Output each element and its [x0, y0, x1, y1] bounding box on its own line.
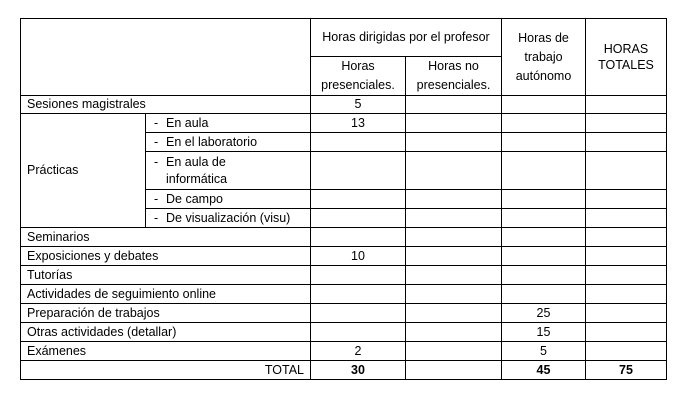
sub-row-label [146, 114, 311, 133]
cell-autonomo [502, 285, 586, 304]
cell-no-presenciales [406, 342, 502, 361]
row-label: Sesiones magistrales [21, 96, 311, 114]
row-label: Exposiciones y debates [21, 247, 311, 266]
cell-presenciales [311, 209, 406, 228]
sub-row-label [146, 152, 311, 190]
cell-presenciales [311, 285, 406, 304]
sub-row-label [146, 190, 311, 209]
cell-presenciales: 10 [311, 247, 406, 266]
total-totales: 75 [586, 361, 667, 380]
row-label: Actividades de seguimiento online [21, 285, 311, 304]
total-autonomo: 45 [502, 361, 586, 380]
cell-no-presenciales [406, 285, 502, 304]
cell-presenciales [311, 323, 406, 342]
header-horas-no-presenciales: Horas no presenciales. [406, 57, 502, 96]
table-row [21, 247, 667, 266]
cell-totales [586, 285, 667, 304]
cell-no-presenciales [406, 228, 502, 247]
cell-no-presenciales [406, 266, 502, 285]
sub-label-text: En el laboratorio [166, 134, 258, 149]
sub-label-text: De campo [166, 191, 223, 206]
cell-autonomo [502, 209, 586, 228]
table-row [21, 266, 667, 285]
cell-totales [586, 342, 667, 361]
cell-no-presenciales [406, 323, 502, 342]
cell-presenciales: 5 [311, 96, 406, 114]
row-label: Tutorías [21, 266, 311, 285]
sub-row-label [146, 133, 311, 152]
cell-autonomo: 15 [502, 323, 586, 342]
header-horas-totales: HORAS TOTALES [586, 19, 667, 96]
cell-autonomo [502, 190, 586, 209]
table-row [21, 304, 667, 323]
sub-row-label [146, 209, 311, 228]
hours-table-container [20, 18, 667, 380]
cell-totales [586, 133, 667, 152]
row-label: Otras actividades (detallar) [21, 323, 311, 342]
header-horas-dirigidas: Horas dirigidas por el profesor [311, 19, 502, 57]
cell-totales [586, 323, 667, 342]
cell-autonomo [502, 152, 586, 190]
dash-bullet: - [154, 134, 159, 149]
cell-autonomo [502, 266, 586, 285]
cell-presenciales [311, 190, 406, 209]
table-row [21, 285, 667, 304]
dash-bullet: - [154, 154, 159, 169]
sub-label-text: En aula de informática [166, 154, 228, 186]
cell-autonomo [502, 96, 586, 114]
total-no-presenciales [406, 361, 502, 380]
cell-autonomo [502, 247, 586, 266]
cell-no-presenciales [406, 304, 502, 323]
total-label: TOTAL [21, 361, 311, 380]
cell-totales [586, 152, 667, 190]
header-horas-presenciales: Horas presenciales. [311, 57, 406, 96]
total-presenciales: 30 [311, 361, 406, 380]
table-row [21, 323, 667, 342]
cell-presenciales [311, 266, 406, 285]
cell-presenciales: 13 [311, 114, 406, 133]
cell-autonomo: 25 [502, 304, 586, 323]
cell-no-presenciales [406, 209, 502, 228]
cell-no-presenciales [406, 114, 502, 133]
header-empty-cell [21, 19, 311, 96]
table-row [21, 228, 667, 247]
row-label: Exámenes [21, 342, 311, 361]
row-label-practicas: Prácticas [21, 114, 146, 228]
cell-no-presenciales [406, 133, 502, 152]
cell-autonomo [502, 228, 586, 247]
cell-autonomo [502, 133, 586, 152]
dash-bullet: - [154, 115, 159, 130]
cell-totales [586, 247, 667, 266]
total-row [21, 361, 667, 380]
sub-label-text: En aula [166, 115, 209, 130]
cell-presenciales [311, 304, 406, 323]
cell-presenciales: 2 [311, 342, 406, 361]
table-row [21, 96, 667, 114]
cell-totales [586, 190, 667, 209]
cell-presenciales [311, 133, 406, 152]
header-row-1 [21, 19, 667, 57]
header-trabajo-autonomo: Horas de trabajo autónomo [502, 19, 586, 96]
cell-no-presenciales [406, 152, 502, 190]
cell-totales [586, 114, 667, 133]
hours-table [20, 18, 667, 380]
cell-totales [586, 228, 667, 247]
table-row [21, 342, 667, 361]
cell-presenciales [311, 152, 406, 190]
cell-no-presenciales [406, 190, 502, 209]
row-label: Seminarios [21, 228, 311, 247]
dash-bullet: - [154, 191, 159, 206]
table-row [21, 114, 667, 133]
cell-presenciales [311, 228, 406, 247]
cell-autonomo: 5 [502, 342, 586, 361]
sub-label-text: De visualización (visu) [166, 210, 291, 225]
cell-autonomo [502, 114, 586, 133]
dash-bullet: - [154, 210, 159, 225]
cell-totales [586, 96, 667, 114]
cell-totales [586, 266, 667, 285]
cell-no-presenciales [406, 247, 502, 266]
cell-no-presenciales [406, 96, 502, 114]
cell-totales [586, 304, 667, 323]
row-label: Preparación de trabajos [21, 304, 311, 323]
cell-totales [586, 209, 667, 228]
